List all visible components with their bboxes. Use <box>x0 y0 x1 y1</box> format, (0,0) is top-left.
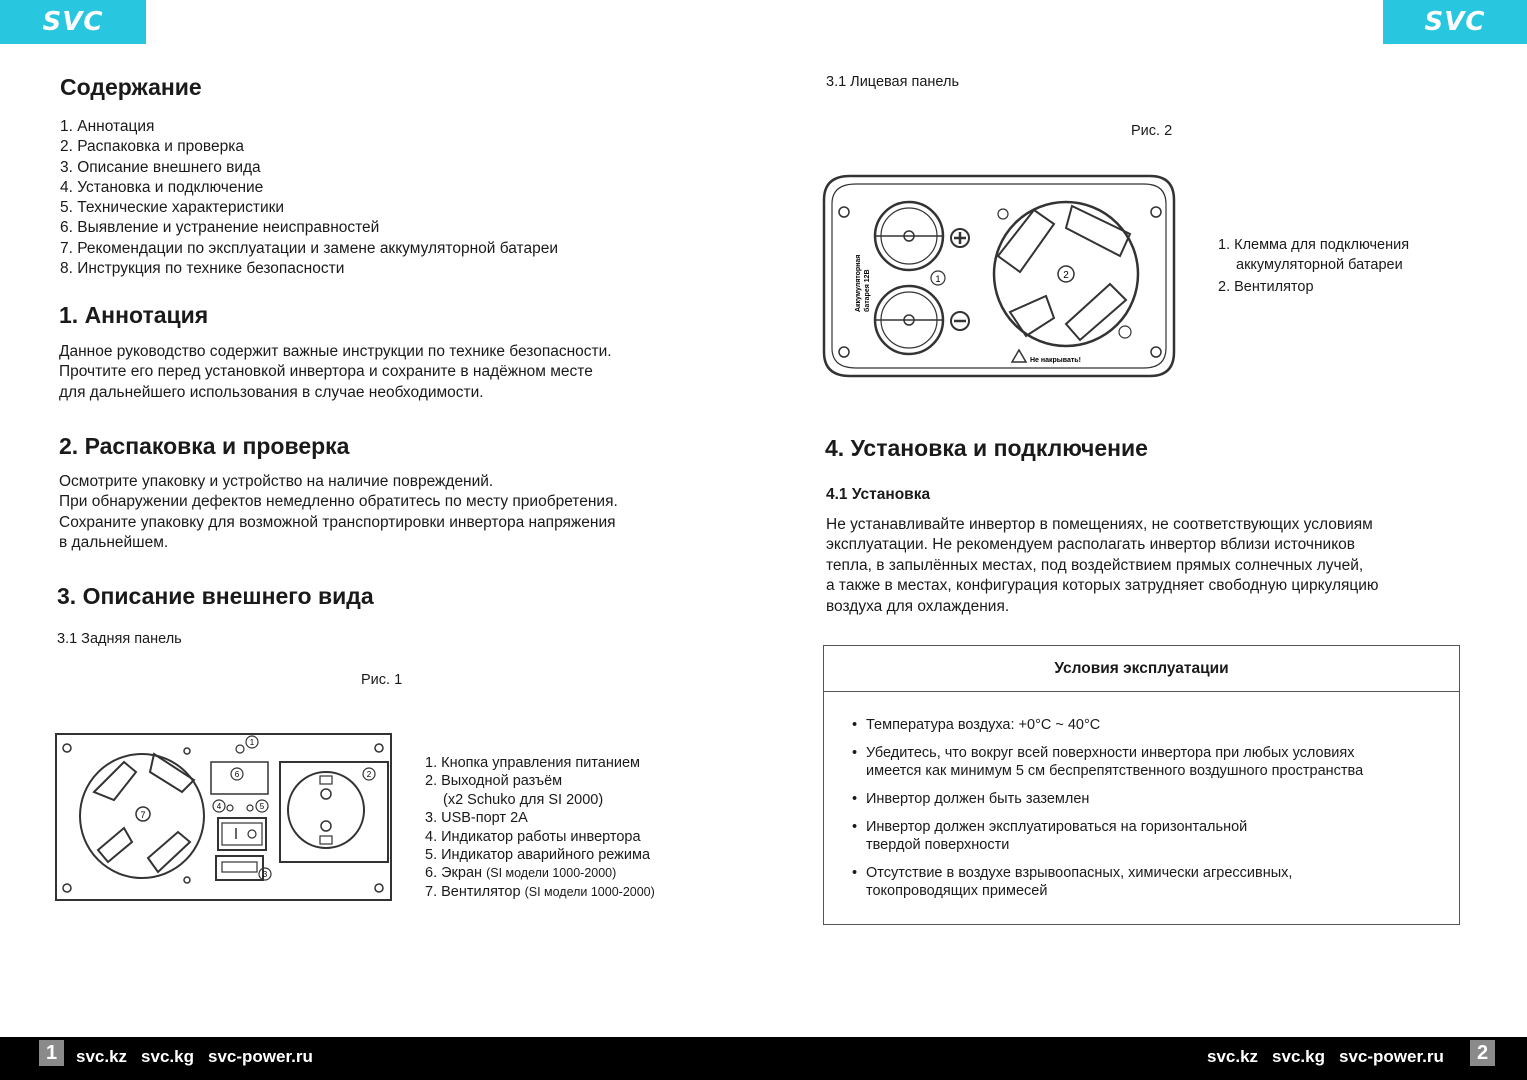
screw-icon <box>1151 207 1161 217</box>
logo-text: SVC <box>1424 7 1486 37</box>
condition-line: твердой поверхности <box>866 837 1010 853</box>
legend-item: 1. Клемма для подключения <box>1218 237 1410 253</box>
screw-icon <box>63 744 71 752</box>
paragraph-line: эксплуатации. Не рекомендуем располагать инвертор вблизи источников <box>826 536 1356 554</box>
screw-icon <box>184 748 190 754</box>
section4-body <box>826 515 1379 617</box>
legend-item: 2. Выходной разъём <box>425 773 563 790</box>
screw-icon <box>375 884 383 892</box>
front-panel-legend <box>1218 235 1409 297</box>
legend-item: 1. Кнопка управления питанием <box>425 755 640 771</box>
toc-item[interactable]: 5. Технические характеристики <box>60 199 285 217</box>
brand-logo-right <box>1383 0 1527 44</box>
section4-subtitle: 4.1 Установка <box>826 486 931 503</box>
rear-panel-legend <box>425 754 655 901</box>
toc-list <box>60 117 558 279</box>
fan-icon <box>994 202 1138 346</box>
toc-item[interactable]: 7. Рекомендации по эксплуатации и замене аккумуляторной батареи <box>60 239 558 257</box>
brand-logo-left <box>0 0 146 44</box>
conditions-list <box>824 692 1459 900</box>
paragraph-line: Сохраните упаковку для возможной транспортировки инвертора напряжения <box>59 513 616 531</box>
toc-title: Содержание <box>60 74 202 100</box>
figure2-caption: Рис. 2 <box>1131 123 1173 139</box>
paragraph-line: а также в местах, конфигурация которых затрудняет свободную циркуляцию <box>826 577 1379 595</box>
led-icon <box>247 805 253 811</box>
paragraph-line: Данное руководство содержит важные инструкции по технике безопасности. <box>59 343 612 360</box>
condition-item <box>852 818 1459 854</box>
condition-line: • Температура воздуха: +0°С ~ 40°С <box>866 717 1101 733</box>
warning-text: Не накрывать! <box>1030 357 1081 364</box>
callout-1: 1 <box>935 274 941 284</box>
paragraph-line: тепла, в запылённых местах, под воздействием прямых солнечных лучей, <box>826 556 1364 574</box>
screw-icon <box>184 877 190 883</box>
callout-6: 6 <box>234 770 240 779</box>
legend-label: 6. Экран <box>425 865 483 882</box>
condition-line: • Отсутствие в воздухе взрывоопасных, химически агрессивных, <box>866 865 1293 881</box>
legend-item: 4. Индикатор работы инвертора <box>425 828 641 845</box>
conditions-table <box>823 645 1460 925</box>
footer-links-left <box>76 1047 327 1067</box>
footer-link[interactable]: svc.kg <box>1272 1047 1325 1066</box>
legend-item: (x2 Schuko для SI 2000) <box>443 791 604 808</box>
toc-item[interactable]: 3. Описание внешнего вида <box>60 158 261 176</box>
led-icon <box>227 805 233 811</box>
section1-title: 1. Аннотация <box>59 302 209 328</box>
screen-icon <box>211 762 268 794</box>
section2-body <box>59 472 618 554</box>
screw-icon <box>63 884 71 892</box>
battery-terminal-negative-icon <box>875 286 943 354</box>
rear-panel-subtitle: 3.1 Задняя панель <box>57 631 182 647</box>
front-panel-subtitle: 3.1 Лицевая панель <box>826 74 960 90</box>
fan-icon <box>80 754 204 878</box>
figure1-caption: Рис. 1 <box>361 672 403 688</box>
legend-item-fan <box>425 883 655 901</box>
screw-icon <box>998 209 1008 219</box>
ground-screw-icon <box>1119 326 1131 338</box>
paragraph-line: Не устанавливайте инвертор в помещениях, не соответствующих условиям <box>826 516 1373 533</box>
battery-terminal-positive-icon <box>875 202 943 270</box>
legend-item: 2. Вентилятор <box>1218 279 1314 295</box>
condition-item <box>852 716 1459 734</box>
panel-label-line2: батарея 12В <box>864 269 871 312</box>
usb-port-icon <box>216 856 263 880</box>
legend-item: 5. Индикатор аварийного режима <box>425 847 651 864</box>
paragraph-line: При обнаружении дефектов немедленно обратитесь по месту приобретения. <box>59 493 618 511</box>
callout-4: 4 <box>216 802 222 811</box>
callout-1: 1 <box>249 738 255 747</box>
legend-note: (SI модели 1000-2000) <box>486 866 617 881</box>
rear-panel-diagram <box>54 732 394 904</box>
screw-icon <box>375 744 383 752</box>
toc-item[interactable]: 6. Выявление и устранение неисправностей <box>60 219 380 237</box>
legend-note: (SI модели 1000-2000) <box>524 884 655 899</box>
footer-link[interactable]: svc-power.ru <box>1338 1047 1444 1066</box>
paragraph-line: для дальнейшего использования в случае необходимости. <box>59 383 484 401</box>
footer-link[interactable]: svc.kz <box>1207 1047 1259 1066</box>
condition-line: • Инвертор должен быть заземлен <box>866 791 1090 807</box>
paragraph-line: Прочтите его перед установкой инвертора и сохраните в надёжном месте <box>59 363 593 381</box>
section3-title: 3. Описание внешнего вида <box>57 583 374 609</box>
callout-2: 2 <box>366 770 372 779</box>
page-number-right: 2 <box>1470 1040 1495 1066</box>
condition-line: • Инвертор должен эксплуатироваться на горизонтальной <box>866 819 1248 835</box>
section1-body <box>59 342 612 403</box>
condition-line: имеется как минимум 5 см беспрепятственного воздушного пространства <box>866 763 1364 779</box>
toc-item[interactable]: 4. Установка и подключение <box>60 178 264 196</box>
callout-7: 7 <box>140 810 146 820</box>
footer-link[interactable]: svc.kg <box>141 1047 194 1066</box>
warning-icon <box>1012 350 1026 362</box>
plus-icon <box>951 229 969 247</box>
condition-item <box>852 864 1459 900</box>
section4-title: 4. Установка и подключение <box>825 435 1148 461</box>
condition-item <box>852 744 1459 780</box>
toc-item[interactable]: 8. Инструкция по технике безопасности <box>60 260 345 278</box>
footer-links-right <box>1207 1047 1444 1067</box>
callout-5: 5 <box>259 802 265 811</box>
front-panel-outline <box>824 176 1174 376</box>
paragraph-line: в дальнейшем. <box>59 534 169 552</box>
conditions-title: Условия эксплуатации <box>824 646 1459 692</box>
legend-item-screen <box>425 864 655 882</box>
logo-text: SVC <box>42 7 104 37</box>
minus-icon <box>951 312 969 330</box>
legend-label: 7. Вентилятор <box>425 883 521 900</box>
footer-link[interactable]: svc-power.ru <box>207 1047 313 1066</box>
condition-line: токопроводящих примесей <box>866 883 1048 899</box>
callout-3: 3 <box>262 870 268 879</box>
legend-item: аккумуляторной батареи <box>1236 257 1403 273</box>
page-number-left: 1 <box>39 1040 64 1066</box>
condition-item <box>852 790 1459 808</box>
callout-2: 2 <box>1063 270 1069 281</box>
legend-item: 3. USB-порт 2A <box>425 810 528 827</box>
paragraph-line: Осмотрите упаковку и устройство на наличие повреждений. <box>59 473 494 490</box>
toc-item[interactable]: 1. Аннотация <box>60 118 155 135</box>
footer-link[interactable]: svc.kz <box>76 1047 128 1066</box>
screw-icon <box>839 207 849 217</box>
panel-label-line1: Аккумуляторная <box>855 254 862 312</box>
screw-icon <box>839 347 849 357</box>
screw-icon <box>1151 347 1161 357</box>
section2-title: 2. Распаковка и проверка <box>59 433 350 459</box>
front-panel-diagram <box>820 172 1180 380</box>
paragraph-line: воздуха для охлаждения. <box>826 597 1010 615</box>
condition-line: • Убедитесь, что вокруг всей поверхности инвертора при любых условиях <box>866 745 1355 761</box>
toc-item[interactable]: 2. Распаковка и проверка <box>60 138 244 156</box>
